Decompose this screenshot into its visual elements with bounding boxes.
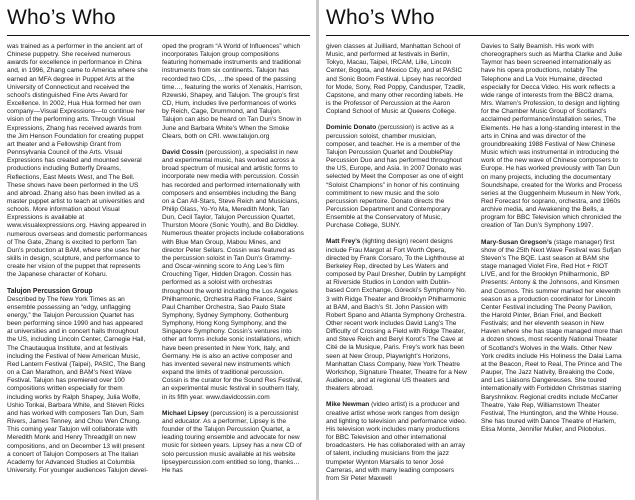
- right-column-1: [326, 43, 468, 491]
- bio-text-gregson: (stage manager) first show of the 25th Next Wave Festival was Sufjan Steven’s The BQE. Last season at BAM she stage managed Violet Fire, Red Hot + RIOT LIVE, and for the Brooklyn Philharmonic, BP Presents: Antony & the Johnsons, and Kinsmen and Cosmos. This summer marked her eleventh season as a production coordinator for Lincoln Center Festival including The Peony Pavilion, the Harold Pinter, Brian Friel, and Beckett Festivals; and her eleventh season in New Haven where she has stage managed more than a dozen shows, most recently National Theater of Scotland’s Wolves in the Walls. Other New York credits include His Holiness the Dalai Lama at the Beacon, Reel to Real, The Prince and The Pauper, The Jazz Nativity, Breaking the Code, and Les Liaisons Dangereuses. She toured internationally with Forbidden Christmas starring Baryshnikov. Regional credits include McCarter Theatre, Yale Rep, Williamstown Theater Festival, The Huntington, and the White House. She has toured with Dance Theatre of Harlem, Elisa Monte, Jennifer Muller, and Pilobolus.: [481, 238, 623, 434]
- bio-talujon: Described by The New York Times as an ensemble possessing an “edgy, unflagging energy,” the Talujon Percussion Quartet has been performing since 1990 and has appeared at universities and in concert halls throughout the US, including Lincoln Center, Carnegie Hall, The Chautauqua Institute, and at festivals including the Festival of New American Music, Red Lantern Festival (Taipei), PASIC, The Bang on a Can Marathon, and BAM’s Next Wave Festival. Talujon has premiered over 100 compositions written especially for them including works by Ralph Shapey, Julia Wolfe, Ushio Torikai, Barbara White, and Steven Ricks and has worked with composers Tan Dun, Sam Rivers, James Tenney, and Chou Wen Chung. This coming year Talujon will collaborate with Meredith Monk and Henry Threadgill on new compositions, and on December 13 will present a concert of Talujon Composers at The Italian Academy for Advanced Studies at Columbia University. For younger audiences Talujon devel-: [7, 295, 148, 474]
- bio-text-donato: (percussion) is active as a percussion soloist, chamber musician, composer, and teacher. He is a member of the Talujon Percussion Quartet and DoublePlay Percussion Duo and has performed throughout the US, Europe, and Asia. In 2007 Donato was selected by Meet the Composer as one of eight “Soloist Champions” in honor of his continuing commitment to new music and the solo percussion repertoire. Donato directs the Percussion Department and Contemporary Ensemble at the Conservatory of Music, Purchase College, SUNY.: [326, 124, 464, 230]
- bio-lipsey-continued: given classes at Juilliard, Manhattan School of Music, and performed at festivals in Berlin, Tokyo, Macau, Taipei, IRCAM, Lille, Lincoln Center, Bogota, and Mexico City, and at PASIC and Sonic Boom Festival. Lipsey has recorded for Mode, Sony, Red Poppy, Candusper, Tzadik, Capstone, and many other recording labels. He is the Professor of Percussion at the Aaron Copland School of Music at Queens College.: [326, 43, 466, 116]
- title-rule: [326, 35, 629, 36]
- bio-text-lipsey: (percussion) is a percussionist and educator. As a performer, Lipsey is the founder of the Talujon Percussion Quartet, a leading touring ensemble and advocate for new music for sixteen years. Lipsey has a new CD of solo percussion music available at his website lipseypercussion.com entitled so long, thanks… He has: [162, 409, 302, 474]
- left-page: [0, 0, 316, 500]
- bio-lipsey: [162, 410, 304, 475]
- page-title: Who’s Who: [7, 6, 116, 29]
- bio-text-newman: (video artist) is a producer and creative artist whose work ranges from design and lighting to television and performance video. His television work includes many productions for BBC Television and other international broadcasters. He has collaborated with an array of talent, including musicians from the jazz trumpeter Wynton Marsalis to tenor José Carreras, and with many leading composers from Sir Peter Maxwell: [326, 401, 467, 482]
- bio-text-cossin: (percussion), a specialist in new and experimental music, has worked across a broad spectrum of musical and artistic forms to incorporate new media with percussion. Cossin has recorded and performed internationally with composers and ensembles including the Bang on a Can All-Stars, Steve Reich and Musicians, Philip Glass, Yo-Yo Ma, Meredith Monk, Tan Dun, Cecil Taylor, Talujon Percussion Quartet, Thurston Moore (Sonic Youth), and Bo Diddley. Numerous theater projects include collaborations with Blue Man Group, Mabou Mines, and director Peter Sellars. Cossin was featured as the percussion soloist in Tan Dun’s Grammy- and Oscar-winning score to Ang Lee’s film Crouching Tiger, Hidden Dragon. Cossin has performed as a soloist with orchestras throughout the world including the Los Angeles Philharmonic, Orchestra Radio France, Saint Paul Chamber Orchestra, Sao Paulo State Symphony, Sydney Symphony, Gothenburg Symphony, Hong Kong Symphony, and the Singapore Symphony. Cossin’s ventures into other art forms include sonic installations, which have been presented in New York, Italy, and Germany. He is also an active composer and has invented several new instruments which expand the limits of traditional percussion. Cossin is the curator for the Sound Res Festival, an experimental music festival in southern Italy, in its fifth year. www.davidcossin.com: [162, 148, 304, 401]
- bio-heading-talujon: Talujon Percussion Group: [7, 287, 93, 295]
- left-column-2: [162, 43, 304, 483]
- bio-talujon-continued: oped the program “A World of Influences” which incorporates Talujon group compositions featuring homemade instruments and traditional instruments from six continents. Talujon has recorded two CDs, …the speed of the passing time…, featuring the works of Xenakis, Harrison, Rzewski, Shapey, and Talujon. The group’s first CD, Hum, includes live performances of works by Reich, Cage, Drummond, and Talujon. Talujon can also be heard on Tan Dun’s Snow in June and Barbara White’s When the Smoke Clears, both on CRI. www.talujon.org: [162, 43, 303, 140]
- bio-zhang-continued: was trained as a performer in the ancient art of Chinese puppetry. She received numerous awards for excellence in performance in China and, in 1996, Zhang came to America where she earned an MFA degree in Puppet Arts at the University of Connecticut and received the school’s distinguished Fine Arts Award for Excellence. In 2002, Hua Hua formed her own company—Visual Expressions—to continue her vision of the performing arts. Through Visual Expressions, Zhang has received awards from the Jim Henson Foundation for creating puppet art theater and a Fellowship Grant from Pennsylvania Council of the Arts. Visual Expressions has created and mounted several productions including Butterfly Dreams, Reflections, East Meets West, and The Bell. These shows have been performed in the US and abroad. Zhang also has been invited as a master puppet artist to teach at universities and schools. More information about Visual Expressions is available at www.visualexpressions.org. Having appeared in numerous overseas and domestic performances of The Gate, Zhang is excited to perform Tan Dun’s production at BAM, where she uses her skills in design, sculpture, and performance to create her vision of the puppet that represents the Japanese character of Koharu.: [7, 43, 148, 279]
- bio-name-gregson: Mary-Susan Gregson’s: [481, 238, 553, 246]
- bio-frey: [326, 238, 468, 393]
- bio-cossin: [162, 149, 304, 402]
- bio-name-frey: Matt Frey’s: [326, 238, 361, 246]
- bio-gregson: [481, 239, 623, 435]
- bio-name-newman: Mike Newman: [326, 401, 370, 409]
- bio-name-donato: Dominic Donato: [326, 124, 377, 132]
- bio-newman-continued: Davies to Sally Beamish. His work with choreographers such as Martha Clarke and Julie Taymor has been screened internationally as have his opera productions, notably The Telephone and La Voix Humaine, directed especially for Decca Video. His work reflects a wide range of interests from the BBC2 drama, Mrs. Warren’s Profession, to design and lighting for the Chamber Music Group of Scotland’s acclaimed performance/installation series, The Elements. He has a long-standing interest in the arts in China and was director of the groundbreaking 1988 Festival of New Chinese Music which was instrumental in introducing the work of the new wave of Chinese composers to Europe. He has worked previously with Tan Dun on many projects, including the documentary Soundshape, created for the Works and Process series at the Guggenheim Museum in New York, Red Forecast for soprano, orchestra, and 1960s archive media, and Awakening the Bells, a program for BBC Television which chronicled the creation of Tan Dun’s Symphony 1997.: [481, 43, 623, 230]
- bio-donato: [326, 124, 468, 230]
- page-title: Who’s Who: [326, 6, 435, 29]
- bio-newman: [326, 401, 468, 483]
- right-column-2: [481, 43, 623, 442]
- right-page: [319, 0, 635, 500]
- bio-text-frey: (lighting design) recent designs include Frau Margot at Fort Worth Opera, directed by Frank Corsaro, To the Lighthouse at Berkeley Rep, directed by Les Waters and composed by Paul Dresher, Dublin by Lamplight at Riverside Studios in London with Dublin-based Corn Exchange, Górecki’s Symphony No. 3 with Ridge Theater and Brooklyn Philharmonic at BAM, and Bach’s St. John Passion with Robert Spano and Atlanta Symphony Orchestra. Other recent work includes David Lang’s The Difficulty of Crossing a Field with Ridge Theater, and Steve Reich and Beryl Korot’s The Cave at Cité de la Musique, Paris. Frey’s work has been seen at New Group, Playwright’s Horizons, Manhattan Class Company, New York Theatre Workshop, Signature Theater, Theatre for a New Audience, and at regional US theaters and theaters abroad.: [326, 238, 467, 393]
- left-column-1: [7, 43, 149, 483]
- bio-name-lipsey: Michael Lipsey: [162, 409, 209, 417]
- bio-name-cossin: David Cossin: [162, 148, 204, 156]
- title-rule: [7, 35, 310, 36]
